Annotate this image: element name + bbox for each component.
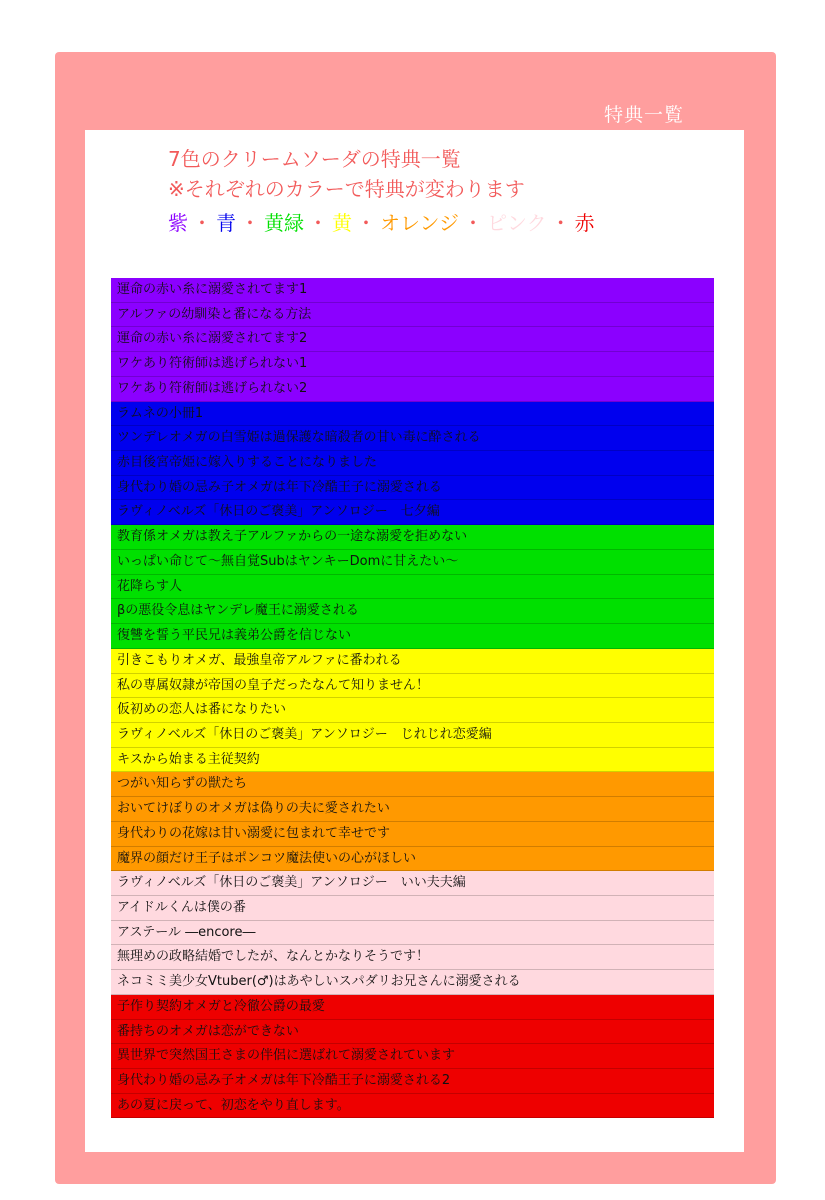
list-item: 身代わり婚の忌み子オメガは年下冷酷王子に溺愛される2: [111, 1069, 714, 1094]
list-item: アイドルくんは僕の番: [111, 896, 714, 921]
list-item: 無理めの政略結婚でしたが、なんとかなりそうです！: [111, 945, 714, 970]
legend-color-name: オレンジ: [380, 211, 459, 235]
list-item: ツンデレオメガの白雪姫は過保護な暗殺者の甘い毒に酔される: [111, 426, 714, 451]
legend-color-name: 赤: [574, 211, 595, 235]
list-item: 子作り契約オメガと冷徹公爵の最愛: [111, 995, 714, 1020]
list-item: アルファの幼馴染と番になる方法: [111, 303, 714, 328]
list-item: 復讐を誓う平民兄は義弟公爵を信じない: [111, 624, 714, 649]
list-item: 異世界で突然国王さまの伴侶に選ばれて溺愛されています: [111, 1044, 714, 1069]
list-item: ネコミミ美少女Vtuber(♂)はあやしいスパダリお兄さんに溺愛される: [111, 970, 714, 995]
list-item: 教育係オメガは教え子アルファからの一途な溺愛を拒めない: [111, 525, 714, 550]
legend-separator: ・: [550, 211, 571, 235]
legend-color-name: ピンク: [487, 211, 547, 235]
frame-title: 特典一覧: [604, 104, 685, 126]
list-item: 花降らす人: [111, 575, 714, 600]
list-item: 引きこもりオメガ、最強皇帝アルファに番われる: [111, 649, 714, 674]
heading: [168, 144, 648, 204]
legend-color-name: 黄緑: [264, 211, 304, 235]
list-item: 私の専属奴隷が帝国の皇子だったなんて知りません！: [111, 674, 714, 699]
legend-separator: ・: [308, 211, 328, 235]
list-item: 仮初めの恋人は番になりたい: [111, 698, 714, 723]
list-item: 赤目後宮帝姫に嫁入りすることになりました: [111, 451, 714, 476]
legend-separator: ・: [463, 211, 483, 235]
list-item: 身代わりの花嫁は甘い溺愛に包まれて幸せです: [111, 822, 714, 847]
legend-color-name: 青: [216, 211, 236, 235]
list-item: βの悪役令息はヤンデレ魔王に溺愛される: [111, 599, 714, 624]
heading-line-2: ※それぞれのカラーで特典が変わります: [168, 177, 525, 201]
list-item: キスから始まる主従契約: [111, 748, 714, 773]
legend-color-name: 黄: [332, 211, 352, 235]
legend-color-name: 紫: [168, 211, 188, 235]
heading-line-1: 7色のクリームソーダの特典一覧: [168, 147, 461, 171]
list-item: あの夏に戻って、初恋をやり直します。: [111, 1094, 714, 1119]
list-item: いっぱい命じて～無自覚SubはヤンキーDomに甘えたい～: [111, 550, 714, 575]
color-legend: [168, 208, 648, 238]
list-item: アステール ―encore―: [111, 921, 714, 946]
list-item: つがい知らずの獣たち: [111, 772, 714, 797]
bonus-list: [111, 278, 714, 1118]
list-item: 運命の赤い糸に溺愛されてます1: [111, 278, 714, 303]
list-item: ラヴィノベルズ「休日のご褒美」アンソロジー 七夕編: [111, 500, 714, 525]
list-item: ラヴィノベルズ「休日のご褒美」アンソロジー じれじれ恋愛編: [111, 723, 714, 748]
list-item: ラムネの小冊1: [111, 402, 714, 427]
legend-separator: ・: [240, 211, 260, 235]
list-item: 運命の赤い糸に溺愛されてます2: [111, 327, 714, 352]
legend-separator: ・: [356, 211, 376, 235]
list-item: おいてけぼりのオメガは偽りの夫に愛されたい: [111, 797, 714, 822]
list-item: ワケあり符術師は逃げられない1: [111, 352, 714, 377]
list-item: 魔界の顔だけ王子はポンコツ魔法使いの心がほしい: [111, 847, 714, 872]
list-item: 番持ちのオメガは恋ができない: [111, 1020, 714, 1045]
list-item: ラヴィノベルズ「休日のご褒美」アンソロジー いい夫夫編: [111, 871, 714, 896]
list-item: ワケあり符術師は逃げられない2: [111, 377, 714, 402]
list-item: 身代わり婚の忌み子オメガは年下冷酷王子に溺愛される: [111, 476, 714, 501]
legend-separator: ・: [192, 211, 212, 235]
